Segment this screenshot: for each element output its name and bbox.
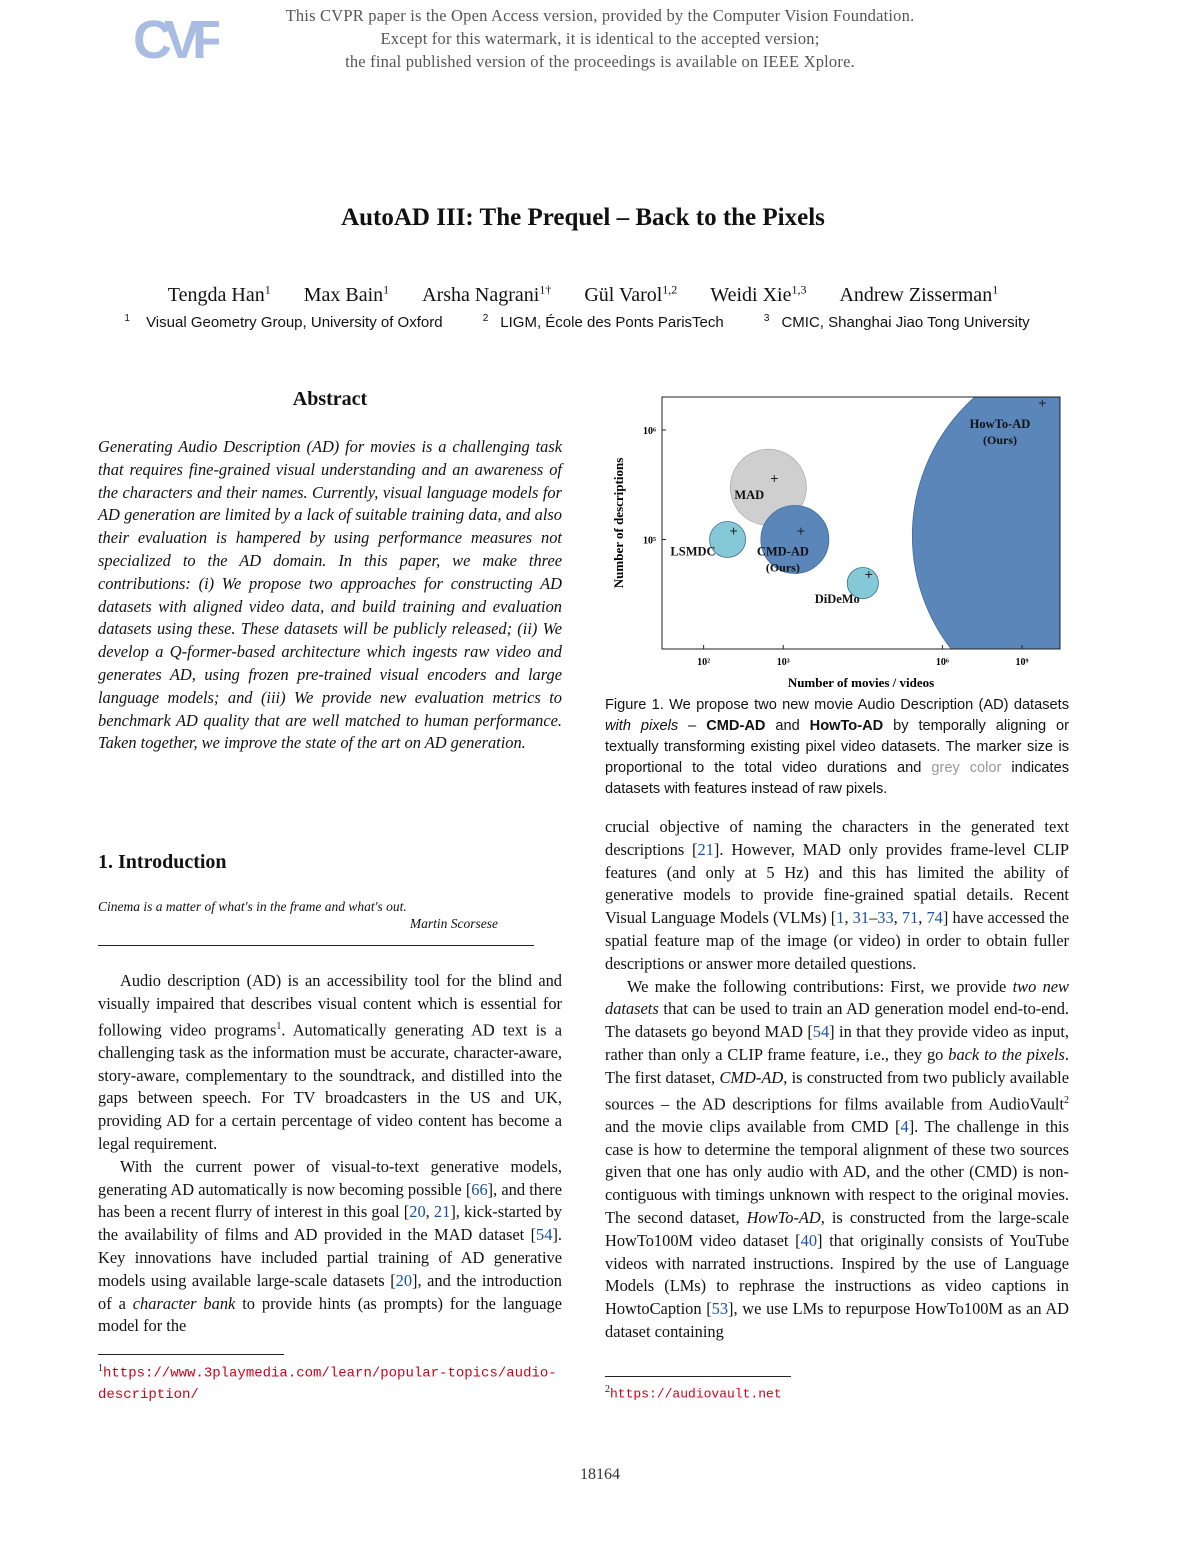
paragraph: crucial objective of naming the characters in the generated text descriptions [21]. However, MAD only provides frame-level CLIP features (and only at 5 Hz) and this has limited the ability of generative models to provide fine-grained spatial details. Recent Visual Language Models (VLMs) [1, 31–33, 71, 74] have accessed the spatial feature map of the image (or video) in order to obtain fuller descriptions or answer more detailed questions. bbox=[605, 817, 1069, 973]
plus-marker: + bbox=[1038, 394, 1047, 411]
author: Tengda Han$^1$ bbox=[167, 282, 271, 306]
citation-link[interactable]: 54 bbox=[536, 1225, 553, 1245]
plus-marker: + bbox=[729, 522, 738, 539]
section-heading-introduction: 1. Introduction bbox=[98, 851, 227, 873]
citation-link[interactable]: 33 bbox=[877, 908, 894, 928]
epigraph-author: Martin Scorsese bbox=[409, 916, 498, 931]
author: Weidi Xie$^{1,3}$ bbox=[710, 282, 807, 306]
bubble-sublabel: (Ours) bbox=[765, 560, 800, 575]
footnote-divider bbox=[605, 1376, 791, 1377]
watermark-notice bbox=[270, 4, 930, 73]
affiliation: $^2$ LIGM, École des Ponts ParisTech bbox=[482, 313, 724, 331]
citation-link[interactable]: 74 bbox=[926, 908, 943, 928]
bubble-sublabel: (Ours) bbox=[983, 433, 1017, 447]
citation-link[interactable]: 21 bbox=[697, 839, 714, 859]
paper-title: AutoAD III: The Prequel – Back to the Pixels bbox=[341, 204, 825, 231]
watermark-line-2: Except for this watermark, it is identical to the accepted version; bbox=[380, 29, 820, 48]
x-tick-label: 10⁹ bbox=[1015, 657, 1029, 668]
citation-link[interactable]: 53 bbox=[711, 1299, 729, 1319]
citation-link[interactable]: 71 bbox=[901, 908, 919, 928]
cvf-logo bbox=[133, 10, 219, 66]
epigraph-quote: Cinema is a matter of what's in the frame and what's out. bbox=[98, 899, 407, 914]
footnote-1: $^1$https://www.3playmedia.com/learn/popular-topics/audio-description/ bbox=[98, 1363, 557, 1403]
x-tick-label: 10³ bbox=[776, 657, 790, 668]
figure-1-caption: Figure 1. We propose two new movie Audio Description (AD) datasets with pixels – CMD-AD and HowTo-AD by temporally aligning or textually transforming existing pixel video datasets. The marker size is proportional to the total video durations and grey color indicates datasets with features instead of raw pixels. bbox=[605, 697, 1070, 797]
bubble-label: MAD bbox=[734, 488, 765, 503]
x-tick-label: 10² bbox=[697, 657, 711, 668]
paragraph: We make the following contributions: First, we provide two new datasets that can be used to train an AD generation model end-to-end. The datasets go beyond MAD [54] in that they provide video as input, rather than only a CLIP frame feature, i.e., they go back to the pixels. The first dataset, CMD-AD, is constructed from two publicly available sources – the AD descriptions for films available from AudioVault$^2$ and the movie clips available from CMD [4]. The challenge in this case is how to determine the temporal alignment of these two sources given that one has only audio with AD, and the other (CMD) is non-contiguous with timings unknown with respect to the original movies. The second dataset, HowTo-AD, is constructed from the large-scale HowTo100M video dataset [40] that originally consists of YouTube videos with narrated instructions. Inspired by the use of Language Models (LMs) to rephrase the instructions as video captions in HowtoCaption [53], we use LMs to repurpose HowTo100M as an AD dataset containing bbox=[605, 976, 1069, 1341]
author-list bbox=[0, 282, 1166, 307]
affiliation: $^3$ CMIC, Shanghai Jiao Tong University bbox=[763, 313, 1030, 331]
citation-link[interactable]: 54 bbox=[812, 1022, 830, 1042]
plus-marker: + bbox=[796, 522, 805, 539]
author: Gül Varol$^{1,2}$ bbox=[584, 282, 678, 306]
abstract-body: Generating Audio Description (AD) for movies is a challenging task that requires fine-grained visual understanding and an awareness of the characters and their names. Currently, visual language models for AD generation are limited by a lack of suitable training data, and also their evaluation is hampered by using performance measures not specialized to the AD domain. In this paper, we make three contributions: (i) We propose two approaches for constructing AD datasets with aligned video data, and build training and evaluation datasets using these. These datasets will be publicly released; (ii) We develop a Q-former-based architecture which ingests raw video and generates AD, using frozen pre-trained visual encoders and large language models; and (iii) We provide new evaluation metrics to benchmark AD quality that are well matched to human performance. Taken together, we improve the state of the art on AD generation. bbox=[98, 437, 562, 753]
author: Max Bain$^1$ bbox=[303, 282, 390, 306]
citation-link[interactable]: 1 bbox=[836, 908, 845, 928]
bubble-label: DiDeMo bbox=[814, 592, 860, 607]
affiliation: $^1$ Visual Geometry Group, University of Oxford bbox=[124, 313, 443, 331]
footnote-ref[interactable]: 1 bbox=[276, 1020, 282, 1032]
bubble-label: CMD-AD bbox=[756, 544, 809, 559]
citation-link[interactable]: 20 bbox=[409, 1202, 426, 1222]
figure-1-bubble-chart bbox=[605, 390, 1075, 690]
intro-right-column bbox=[605, 816, 1069, 1344]
author: Andrew Zisserman$^1$ bbox=[839, 282, 999, 306]
author: Arsha Nagrani$^{1\dagger}$ bbox=[422, 282, 552, 306]
citation-link[interactable]: 31 bbox=[852, 908, 870, 928]
epigraph-divider bbox=[98, 945, 534, 946]
x-axis-label: Number of movies / videos bbox=[787, 675, 935, 690]
paragraph: With the current power of visual-to-text generative models, generating AD automatically is now becoming possible [66], and there has been a recent flurry of interest in this goal [20, 21], kick-started by the availability of films and AD provided in the MAD dataset [54]. Key innovations have included partial training of AD generative models using available large-scale datasets [20], and the introduction of a character bank to provide hints (as prompts) for the language model for the bbox=[98, 1156, 562, 1336]
bubble-label: HowTo-AD bbox=[969, 417, 1031, 431]
plus-marker: + bbox=[864, 566, 873, 583]
cvf-logo-text: CVF bbox=[133, 10, 217, 66]
abstract-heading: Abstract bbox=[292, 388, 368, 410]
citation-link[interactable]: 40 bbox=[800, 1230, 818, 1250]
bubble-label: LSMDC bbox=[670, 544, 716, 559]
y-axis-label: Number of descriptions bbox=[611, 457, 626, 589]
footnote-2: $^2$https://audiovault.net bbox=[605, 1384, 782, 1402]
citation-link[interactable]: 66 bbox=[471, 1179, 488, 1199]
intro-left-column bbox=[98, 970, 562, 1338]
paragraph: Audio description (AD) is an accessibility tool for the blind and visually impaired that describes visual content which is essential for following video programs$^1$. Automatically generating AD text is a challenging task as the information must be accurate, character-aware, story-aware, complementary to the soundtrack, and distilled into the gaps between speech. For TV broadcasters in the US and UK, providing AD for a certain percentage of video content has become a legal requirement. bbox=[98, 971, 562, 1154]
plus-marker: + bbox=[770, 470, 779, 487]
x-tick-label: 10⁶ bbox=[935, 657, 949, 668]
citation-link[interactable]: 20 bbox=[395, 1270, 413, 1290]
y-tick-label: 10⁵ bbox=[643, 535, 656, 547]
citation-link[interactable]: 4 bbox=[900, 1116, 909, 1136]
footnote-2-url[interactable]: https://audiovault.net bbox=[610, 1386, 782, 1402]
citation-link[interactable]: 21 bbox=[433, 1202, 451, 1222]
y-tick-label: 10⁶ bbox=[643, 425, 656, 437]
footnote-1-url[interactable]: https://www.3playmedia.com/learn/popular-topics/audio-description/ bbox=[98, 1365, 557, 1403]
watermark-line-3: the final published version of the proceedings is available on IEEE Xplore. bbox=[345, 52, 855, 71]
footnote-ref[interactable]: 2 bbox=[1064, 1094, 1069, 1106]
watermark-line-1: This CVPR paper is the Open Access version, provided by the Computer Vision Foundation. bbox=[285, 6, 915, 25]
footnote-divider bbox=[98, 1354, 284, 1355]
page-number: 18164 bbox=[580, 1466, 620, 1483]
affiliation-list bbox=[0, 313, 1166, 331]
